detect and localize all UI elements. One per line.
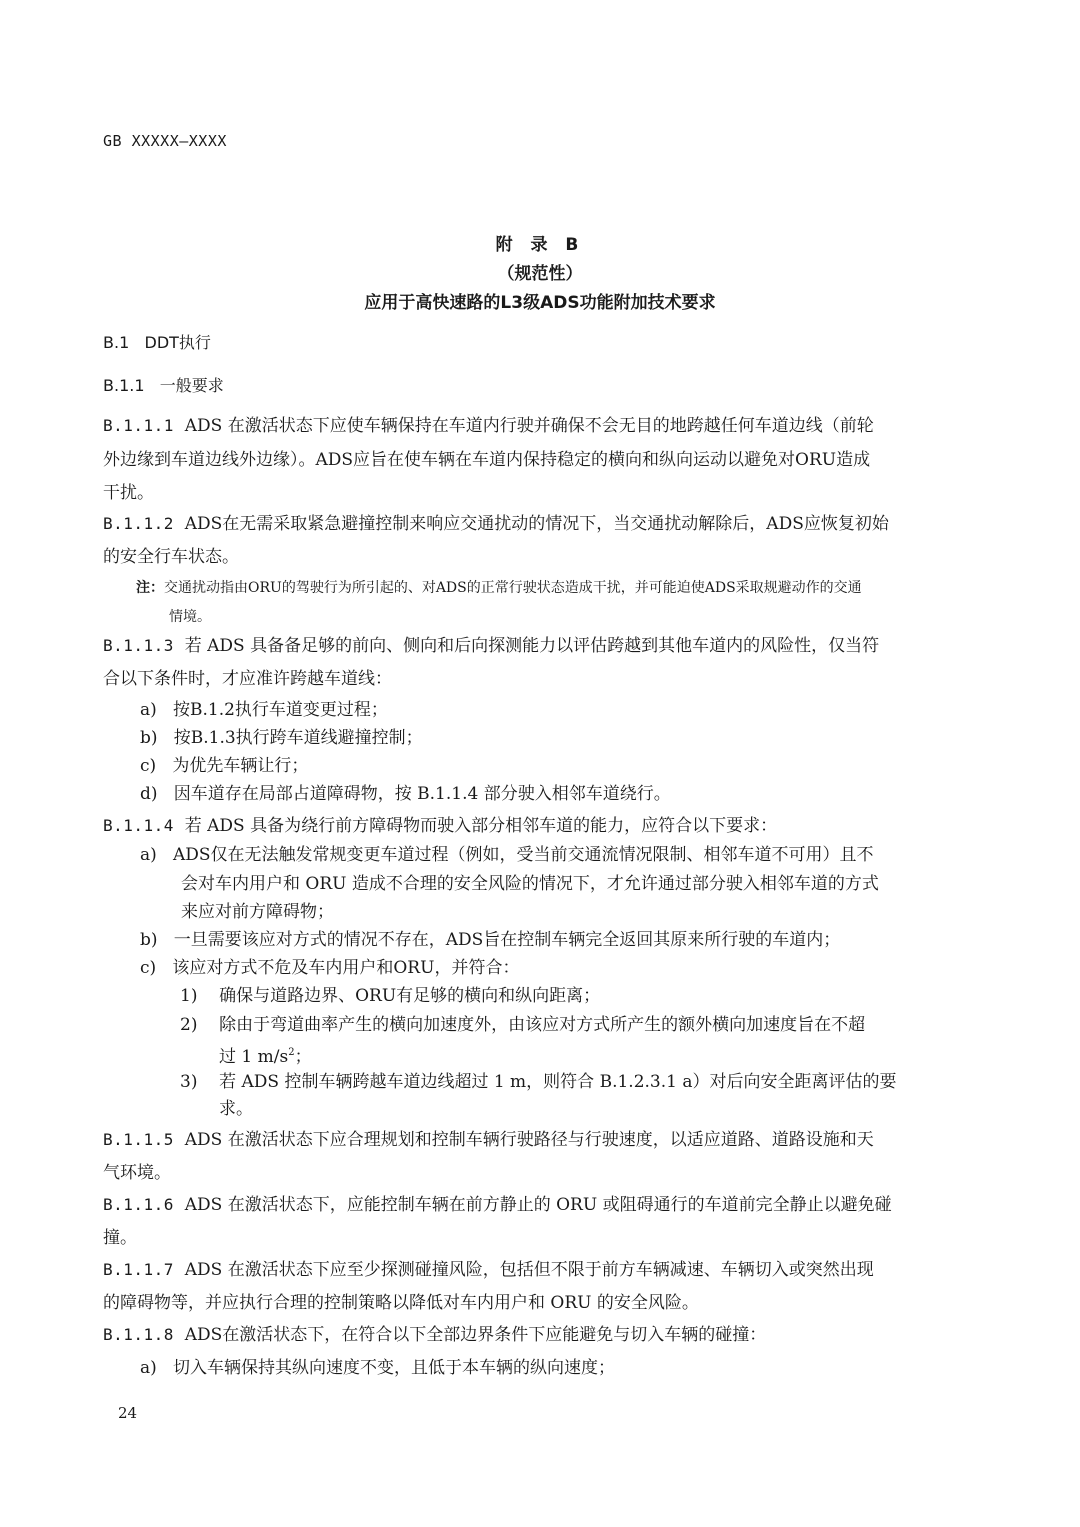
- clause-number: B.1.1.4: [103, 816, 174, 835]
- section-number: B.1: [103, 333, 130, 352]
- clause-b112-line1: B.1.1.2 ADS在无需采取紧急避撞控制来响应交通扰动的情况下，当交通扰动解除后，ADS应恢复初始: [103, 514, 889, 534]
- clause-number: B.1.1.2: [103, 514, 174, 533]
- list-item: a) ADS仅在无法触发常规变更车道过程（例如，受当前交通流情况限制、相邻车道不可用）且不: [140, 845, 874, 865]
- clause-number: B.1.1.1: [103, 416, 174, 435]
- page-number: 24: [118, 1404, 138, 1422]
- section-number: B.1.1: [103, 376, 145, 395]
- sub-list-item: 1) 确保与道路边界、ORU有足够的横向和纵向距离；: [180, 986, 601, 1006]
- clause-b117-line1: B.1.1.7 ADS 在激活状态下应至少探测碰撞风险，包括但不限于前方车辆减速、车辆切入或突然出现: [103, 1260, 874, 1280]
- clause-b113-line2: 合以下条件时，才应准许跨越车道线：: [103, 669, 392, 689]
- section-heading-b11: [103, 373, 224, 396]
- note-label: 注：: [136, 580, 164, 596]
- clause-b114-line1: B.1.1.4 若 ADS 具备为绕行前方障碍物而驶入部分相邻车道的能力，应符合以下要求：: [103, 816, 778, 836]
- clause-number: B.1.1.8: [103, 1325, 174, 1344]
- clause-b111-line3: 干扰。: [103, 483, 154, 503]
- clause-number: B.1.1.6: [103, 1195, 174, 1214]
- appendix-label: 附 录 B: [495, 235, 585, 255]
- clause-b113-line1: B.1.1.3 若 ADS 具备备足够的前向、侧向和后向探测能力以评估跨越到其他车道内的风险性，仅当符: [103, 636, 880, 656]
- list-item: b) 按B.1.3执行跨车道线避撞控制；: [140, 728, 423, 748]
- sub-list-item: 2) 除由于弯道曲率产生的横向加速度外，由该应对方式所产生的额外横向加速度旨在不超: [180, 1015, 866, 1035]
- list-item: a) 按B.1.2执行车道变更过程；: [140, 700, 388, 720]
- clause-number: B.1.1.3: [103, 636, 174, 655]
- sub-list-item: 3) 若 ADS 控制车辆跨越车道边线超过 1 m，则符合 B.1.2.3.1 a）对后向安全距离评估的要: [180, 1072, 897, 1092]
- sub-list-item-continuation: 求。: [219, 1099, 253, 1119]
- clause-b115-line2: 气环境。: [103, 1163, 171, 1183]
- clause-b116-line1: B.1.1.6 ADS 在激活状态下，应能控制车辆在前方静止的 ORU 或阻碍通行的车道前完全静止以避免碰: [103, 1195, 892, 1215]
- clause-number: B.1.1.5: [103, 1130, 174, 1149]
- document-code: GB XXXXX—XXXX: [103, 132, 227, 150]
- list-item-continuation: 来应对前方障碍物；: [181, 902, 334, 922]
- list-item: c) 该应对方式不危及车内用户和ORU，并符合：: [140, 958, 520, 978]
- appendix-title: 应用于高快速路的L3级ADS功能附加技术要求: [364, 293, 716, 313]
- section-title: 一般要求: [159, 376, 224, 395]
- list-item: c) 为优先车辆让行；: [140, 756, 309, 776]
- clause-number: B.1.1.7: [103, 1260, 174, 1279]
- note-line2: 情境。: [169, 609, 211, 625]
- clause-b115-line1: B.1.1.5 ADS 在激活状态下应合理规划和控制车辆行驶路径与行驶速度，以适应道路、道路设施和天: [103, 1130, 874, 1150]
- section-title: DDT执行: [144, 333, 211, 352]
- clause-b117-line2: 的障碍物等，并应执行合理的控制策略以降低对车内用户和 ORU 的安全风险。: [103, 1293, 699, 1313]
- clause-b111-line1: B.1.1.1 ADS 在激活状态下应使车辆保持在车道内行驶并确保不会无目的地跨越任何车道边线（前轮: [103, 416, 874, 436]
- list-item: b) 一旦需要该应对方式的情况不存在，ADS旨在控制车辆完全返回其原来所行驶的车道内；: [140, 930, 841, 950]
- clause-b112-line2: 的安全行车状态。: [103, 547, 239, 567]
- clause-b111-line2: 外边缘到车道边线外边缘）。ADS应旨在使车辆在车道内保持稳定的横向和纵向运动以避免对ORU造成: [103, 450, 871, 470]
- clause-b118-line1: B.1.1.8 ADS在激活状态下，在符合以下全部边界条件下应能避免与切入车辆的碰撞：: [103, 1325, 767, 1345]
- clause-b116-line2: 撞。: [103, 1228, 137, 1248]
- note-line1: 注：交通扰动指由ORU的驾驶行为所引起的、对ADS的正常行驶状态造成干扰，并可能迫使ADS采取规避动作的交通: [136, 580, 862, 596]
- list-item: d) 因车道存在局部占道障碍物，按 B.1.1.4 部分驶入相邻车道绕行。: [140, 784, 671, 804]
- list-item-continuation: 会对车内用户和 ORU 造成不合理的安全风险的情况下，才允许通过部分驶入相邻车道的方式: [181, 874, 879, 894]
- list-item: a) 切入车辆保持其纵向速度不变，且低于本车辆的纵向速度；: [140, 1358, 615, 1378]
- superscript: 2: [288, 1047, 295, 1058]
- appendix-nature: （规范性）: [497, 264, 583, 284]
- section-heading-b1: [103, 330, 211, 353]
- sub-list-item-continuation: 过 1 $m/s^2$；: [219, 1047, 312, 1067]
